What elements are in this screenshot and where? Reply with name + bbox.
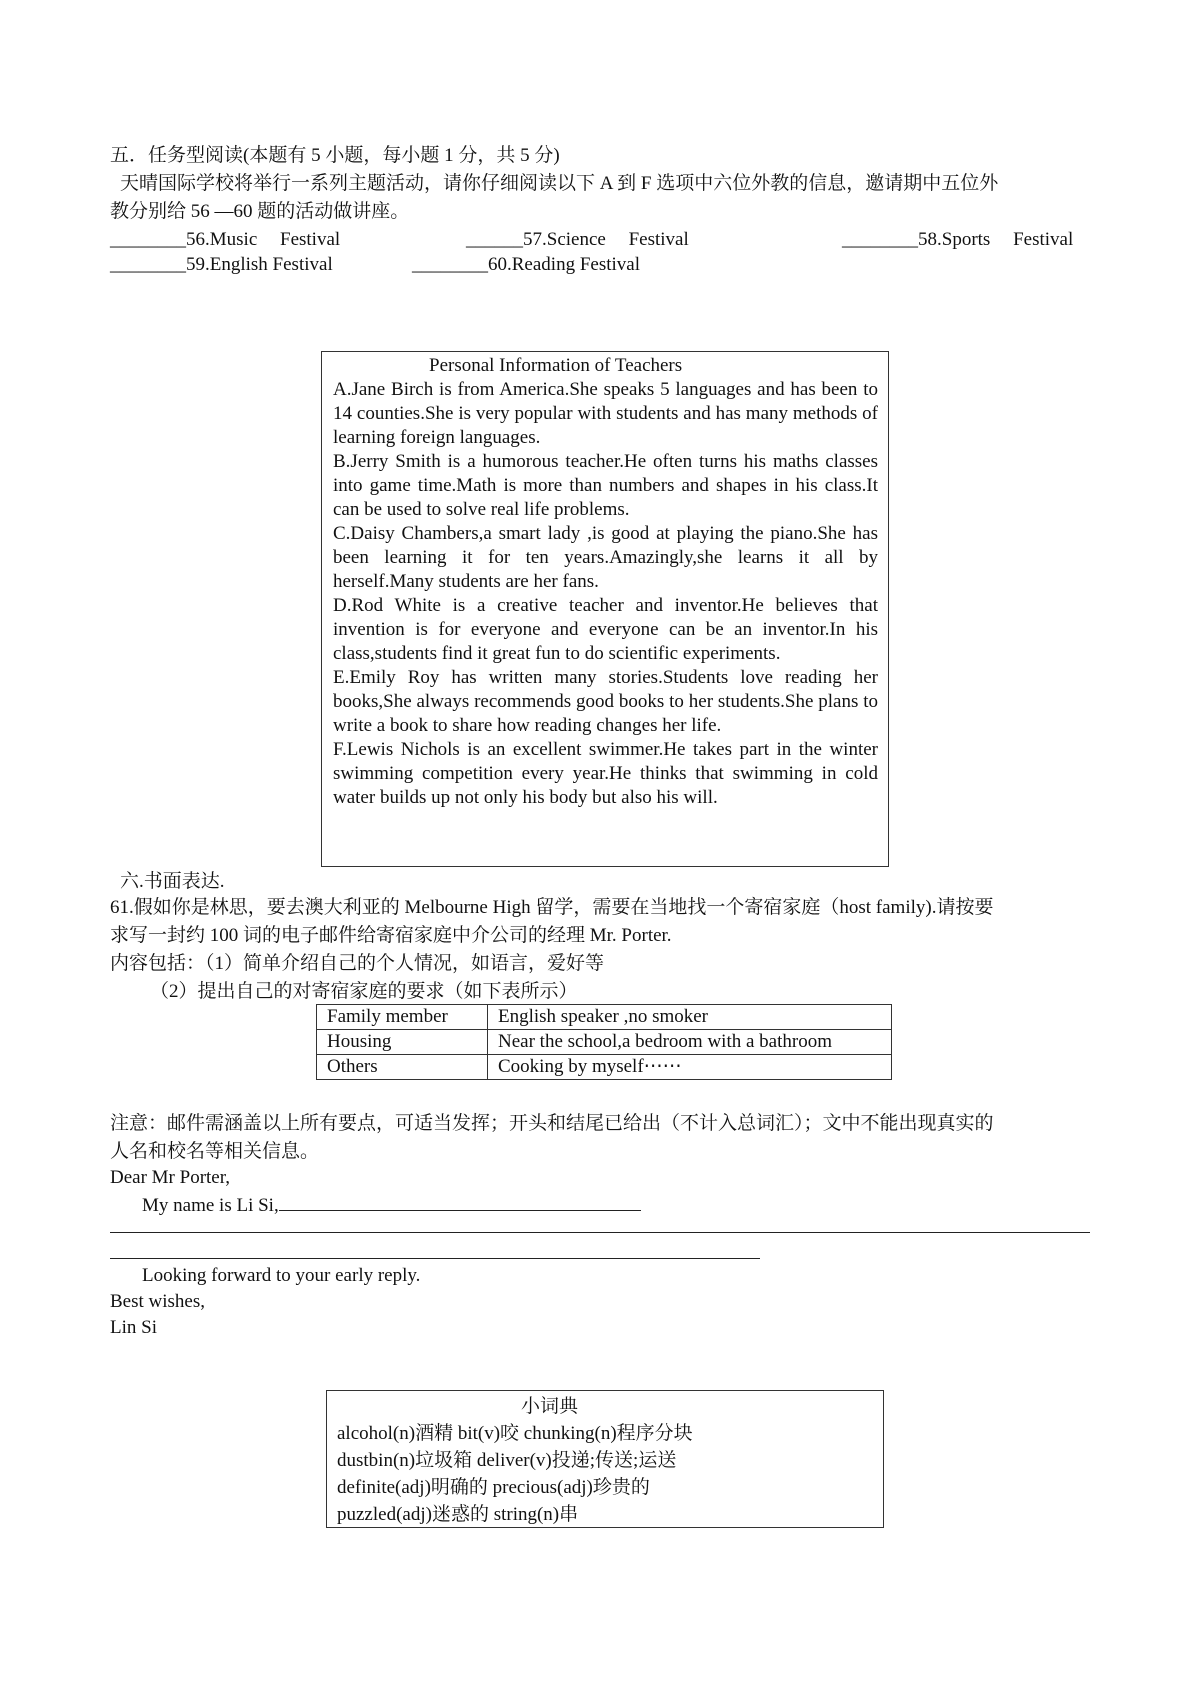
question-60[interactable]: [412, 253, 640, 277]
teacher-entry-c: C.Daisy Chambers,a smart lady ,is good at playing the piano.She has been learning it for ten years.Amazingly,she learns it all by herself.Many students are her fans.: [333, 523, 878, 592]
table-cell: Family member: [317, 1005, 488, 1030]
teacher-entry-d: D.Rod White is a creative teacher and inventor.He believes that invention is for everyone and everyone can be an inventor.In his class,students find it great fun to do scientific experiments.: [333, 595, 878, 664]
writing-line[interactable]: [110, 1258, 760, 1259]
letter-name: Lin Si: [110, 1317, 157, 1338]
question-57[interactable]: [466, 228, 689, 252]
section6-note-line1: 注意：邮件需涵盖以上所有要点，可适当发挥；开头和结尾已给出（不计入总词汇）；文中不能出现真实的: [110, 1113, 994, 1134]
section5-intro-line1: 天晴国际学校将举行一系列主题活动，请你仔细阅读以下 A 到 F 选项中六位外教的信息，邀请期中五位外: [120, 173, 999, 194]
table-cell: Others: [317, 1055, 488, 1080]
dictionary-title: 小词典: [521, 1396, 579, 1417]
table-row: [317, 1005, 892, 1030]
dictionary-line: definite(adj)明确的 precious(adj)珍贵的: [337, 1477, 650, 1498]
teacher-entry-b: B.Jerry Smith is a humorous teacher.He often turns his maths classes into game time.Math is more than numbers and shapes in his class.It can be used to solve real life problems.: [333, 451, 878, 520]
question-56[interactable]: [110, 228, 340, 252]
table-cell: English speaker ,no smoker: [488, 1005, 892, 1030]
section5-intro-line2: 教分别给 56 —60 题的活动做讲座。: [110, 201, 410, 222]
letter-greeting: Dear Mr Porter,: [110, 1167, 231, 1188]
question-label: 58.Sports Festival: [918, 229, 1074, 250]
section6-note-line2: 人名和校名等相关信息。: [110, 1141, 320, 1162]
section6-task-line2: 求写一封约 100 词的电子邮件给寄宿家庭中介公司的经理 Mr. Porter.: [110, 925, 672, 946]
teachers-info-box: [321, 351, 889, 867]
answer-blank: ________: [110, 229, 186, 250]
letter-closing-line: Looking forward to your early reply.: [142, 1265, 421, 1286]
question-58[interactable]: [842, 228, 1073, 252]
question-label: 57.Science Festival: [523, 229, 689, 250]
letter-opening-text: My name is Li Si,: [142, 1195, 279, 1216]
writing-blank[interactable]: [279, 1192, 641, 1211]
section6-task-line1: 61.假如你是林思，要去澳大利亚的 Melbourne High 留学，需要在当地找一个寄宿家庭（host family).请按要: [110, 897, 994, 918]
table-row: [317, 1030, 892, 1055]
table-cell: Cooking by myself⋯⋯: [488, 1055, 892, 1080]
section5-heading: 五．任务型阅读(本题有 5 小题，每小题 1 分，共 5 分): [110, 145, 560, 166]
question-label: 56.Music Festival: [186, 229, 341, 250]
requirements-table: [316, 1004, 892, 1080]
letter-sign-off: Best wishes,: [110, 1291, 205, 1312]
teacher-entry-a: A.Jane Birch is from America.She speaks 5 languages and has been to 14 counties.She is very popular with students and has many methods of learning foreign languages.: [333, 379, 878, 448]
table-cell: Housing: [317, 1030, 488, 1055]
dictionary-line: alcohol(n)酒精 bit(v)咬 chunking(n)程序分块: [337, 1423, 693, 1444]
section6-content-line2: （2）提出自己的对寄宿家庭的要求（如下表所示）: [150, 981, 578, 1002]
question-59[interactable]: [110, 253, 333, 277]
teacher-entry-e: E.Emily Roy has written many stories.Students love reading her books,She always recommends good books to her students.She plans to write a book to share how reading changes her life.: [333, 667, 878, 736]
table-row: [317, 1055, 892, 1080]
letter-opening: [142, 1192, 641, 1218]
dictionary-line: puzzled(adj)迷惑的 string(n)串: [337, 1504, 579, 1525]
section6-heading: 六.书面表达.: [120, 871, 225, 892]
section6-content-line1: 内容包括：（1）简单介绍自己的个人情况，如语言，爱好等: [110, 953, 605, 974]
question-label: 59.English Festival: [186, 254, 333, 275]
teacher-entry-f: F.Lewis Nichols is an excellent swimmer.He takes part in the winter swimming competition every year.He thinks that swimming in cold water builds up not only his body but also his will.: [333, 739, 878, 808]
writing-line[interactable]: [110, 1232, 1090, 1233]
dictionary-line: dustbin(n)垃圾箱 deliver(v)投递;传送;运送: [337, 1450, 677, 1471]
teachers-box-title: Personal Information of Teachers: [429, 355, 683, 376]
dictionary-box: [326, 1390, 884, 1528]
question-label: 60.Reading Festival: [488, 254, 640, 275]
answer-blank: ________: [842, 229, 918, 250]
table-cell: Near the school,a bedroom with a bathroom: [488, 1030, 892, 1055]
answer-blank: ________: [110, 254, 186, 275]
answer-blank: ________: [412, 254, 488, 275]
answer-blank: ______: [466, 229, 523, 250]
